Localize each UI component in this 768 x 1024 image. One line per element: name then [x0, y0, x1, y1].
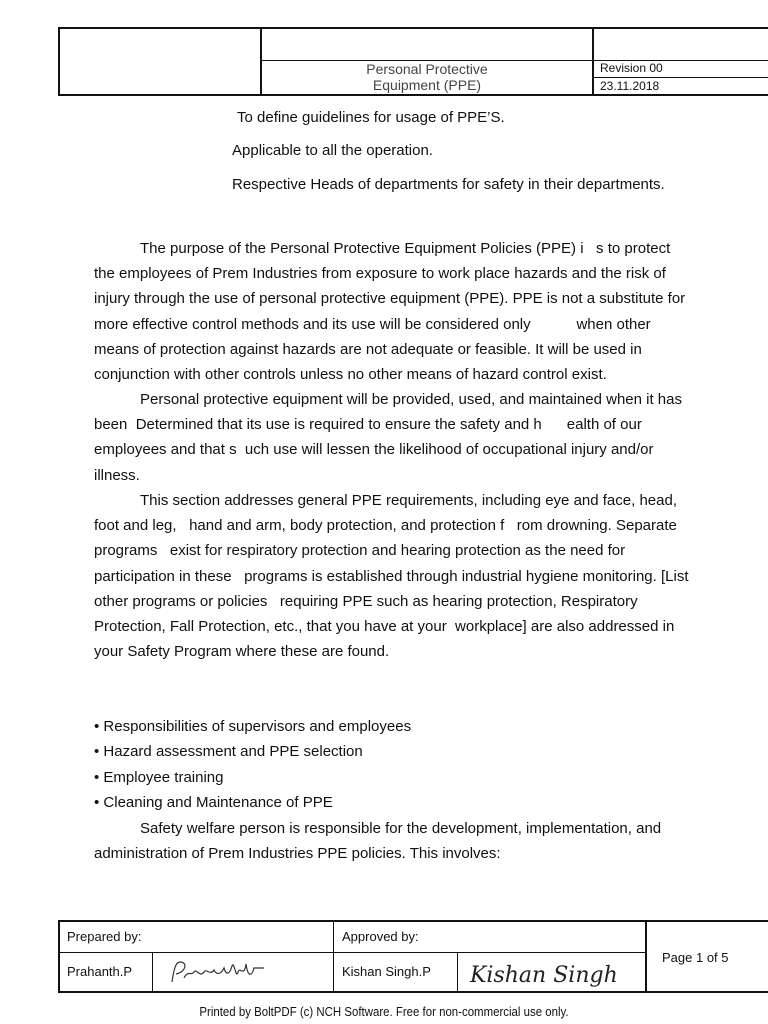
approved-signature-text: Kishan Singh [470, 963, 618, 988]
approval-col-divider [645, 922, 647, 991]
purpose-line: To define guidelines for usage of PPE’S. [237, 109, 505, 126]
date-divider [594, 77, 768, 78]
responsibility-line: Respective Heads of departments for safety in their departments. [232, 176, 665, 193]
prepared-by-label: Prepared by: [67, 929, 142, 944]
list-item: • Cleaning and Maintenance of PPE [94, 793, 333, 811]
approval-col-divider [333, 922, 334, 991]
paragraph-purpose [94, 236, 694, 387]
approval-col-divider [152, 952, 153, 991]
approved-by-label: Approved by: [342, 929, 419, 944]
title-cell [262, 29, 594, 94]
list-item: • Employee training [94, 768, 224, 786]
revision-label: Revision 00 [600, 61, 663, 75]
paragraph-requirements-text: This section addresses general PPE requirements, including eye and face, head, foot and leg, hand and arm, body protection, and protection f rom drowning. Separate programs exist for respiratory protection and hearing protection as the need for participation in these programs is established through industrial hygiene monitoring. [List other programs or policies requiring PPE such as hearing protection, Respiratory Protection, Fall Protection, etc., that you have at your workplace] are also addressed in your Safety Program where these are found. [94, 492, 693, 661]
revision-cell [594, 29, 768, 94]
approved-signature [464, 954, 640, 992]
document-title-line2: Equipment (PPE) [372, 77, 482, 93]
list-item: • Hazard assessment and PPE selection [94, 743, 363, 761]
page-indicator: Page 1 of 5 [662, 950, 729, 965]
paragraph-ppe-provision [94, 387, 694, 488]
paragraph-purpose-text: The purpose of the Personal Protective Equipment Policies (PPE) i s to protect the employees of Prem Industries from exposure to work place hazards and the risk of injury through the use of personal protective equipment (PPE). PPE is not a substitute for more effective control methods and its use will be considered only when other means of protection against hazards are not adequate or feasible. It will be used in conjunction with other controls unless no other means of hazard control exist. [94, 240, 690, 384]
approval-row-divider [60, 952, 645, 953]
paragraph-requirements [94, 488, 694, 664]
document-title [262, 61, 592, 93]
approved-by-name: Kishan Singh.P [342, 964, 431, 979]
revision-date: 23.11.2018 [600, 79, 660, 93]
paragraph-safety-welfare [94, 816, 694, 866]
prepared-signature [166, 956, 276, 990]
scope-line: Applicable to all the operation. [232, 142, 433, 159]
document-title-line1: Personal Protective [366, 61, 488, 77]
printed-by-note: Printed by BoltPDF (c) NCH Software. Free for non-commercial use only. [199, 1004, 569, 1019]
paragraph-ppe-provision-text: Personal protective equipment will be provided, used, and maintained when it has been Determined that its use is required to ensure the safety and h ealth of our employees and that s uch use will lessen the likelihood of occupational injury and/or illness. [94, 391, 691, 484]
logo-cell [60, 29, 262, 94]
bullet-list [94, 714, 411, 815]
header-table [58, 27, 768, 96]
paragraph-safety-welfare-text: Safety welfare person is responsible for the development, implementation, and administration of Prem Industries PPE policies. This involves: [94, 820, 662, 863]
list-item: • Responsibilities of supervisors and employees [94, 718, 412, 735]
approval-col-divider [457, 952, 458, 991]
approval-table [58, 920, 768, 993]
prepared-by-name: Prahanth.P [67, 964, 133, 979]
